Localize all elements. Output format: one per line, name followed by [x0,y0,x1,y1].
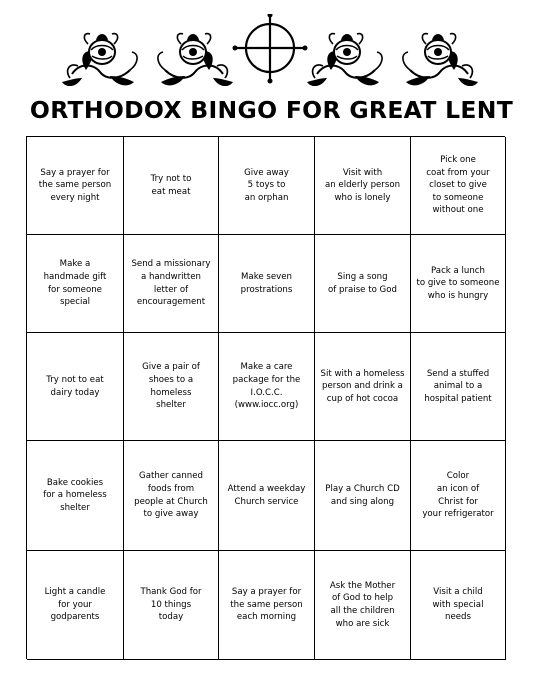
bingo-cell[interactable] [315,137,411,235]
bingo-cell[interactable] [124,235,219,333]
bingo-cell-text: Make a handmade gift for someone special [43,259,107,308]
bingo-cell[interactable] [27,551,124,660]
bingo-cell[interactable] [315,551,411,660]
bingo-cell-text: Gather canned foods from people at Church to give away [134,471,208,520]
bingo-cell[interactable] [124,137,219,235]
bingo-cell-text: Sit with a homeless person and drink a cup of hot cocoa [320,368,405,404]
bingo-cell-text: Make a care package for the I.O.C.C. (www.iocc.org) [232,362,301,411]
bingo-cell-text: Try not to eat dairy today [46,374,104,398]
bingo-cell-text: Try not to eat meat [150,173,192,197]
bingo-cell-text: Ask the Mother of God to help all the children who are sick [329,580,396,629]
bingo-cell-text: Give away 5 toys to an orphan [244,167,289,203]
bingo-cell[interactable] [411,441,506,551]
bingo-cell[interactable] [27,235,124,333]
bingo-cell-text: Color an icon of Christ for your refrigerator [422,471,494,520]
cross-icon [233,14,308,84]
bingo-cell-text: Give a pair of shoes to a homeless shelter [142,362,200,411]
bingo-cell-text: Make seven prostrations [240,271,293,295]
bingo-cell-text: Pack a lunch to give to someone who is hungry [416,265,500,301]
bingo-cell-text: Visit a child with special needs [432,587,484,623]
bingo-cell-text: Pick one coat from your closet to give to someone without one [426,155,490,216]
bingo-cell-text: Say a prayer for the same person every night [38,167,112,203]
bingo-cell[interactable] [219,235,315,333]
bingo-cell[interactable] [124,441,219,551]
bingo-cell[interactable] [219,137,315,235]
bingo-cell[interactable] [27,441,124,551]
bingo-cell[interactable] [27,137,124,235]
bingo-cell-text: Sing a song of praise to God [328,271,397,295]
flower-ornament-1 [62,34,137,86]
flower-ornament-4 [403,34,478,86]
bingo-cell-text: Say a prayer for the same person each morning [230,587,303,623]
bingo-cell-text: Light a candle for your godparents [44,587,106,623]
bingo-cell-text: Send a stuffed animal to a hospital patient [424,368,492,404]
bingo-cell[interactable] [219,551,315,660]
ornament-banner [60,14,480,86]
bingo-cell[interactable] [124,333,219,441]
page-title: ORTHODOX BINGO FOR GREAT LENT [29,96,514,124]
bingo-cell[interactable] [315,333,411,441]
bingo-cell-text: Bake cookies for a homeless shelter [43,477,107,513]
bingo-cell[interactable] [315,235,411,333]
bingo-cell[interactable] [411,137,506,235]
bingo-cell[interactable] [315,441,411,551]
bingo-cell-text: Attend a weekday Church service [227,483,306,507]
bingo-cell[interactable] [219,441,315,551]
bingo-cell[interactable] [411,551,506,660]
bingo-cell-text: Send a missionary a handwritten letter of encouragement [131,259,211,308]
bingo-cell-text: Play a Church CD and sing along [325,483,400,507]
bingo-grid [26,136,505,659]
flower-ornament-3 [307,34,382,86]
bingo-cell[interactable] [124,551,219,660]
bingo-cell[interactable] [411,235,506,333]
bingo-cell[interactable] [27,333,124,441]
bingo-cell-text: Visit with an elderly person who is lonely [324,167,401,203]
bingo-cell[interactable] [219,333,315,441]
bingo-cell-text: Thank God for 10 things today [140,587,202,623]
flower-ornament-2 [158,34,233,86]
bingo-cell[interactable] [411,333,506,441]
